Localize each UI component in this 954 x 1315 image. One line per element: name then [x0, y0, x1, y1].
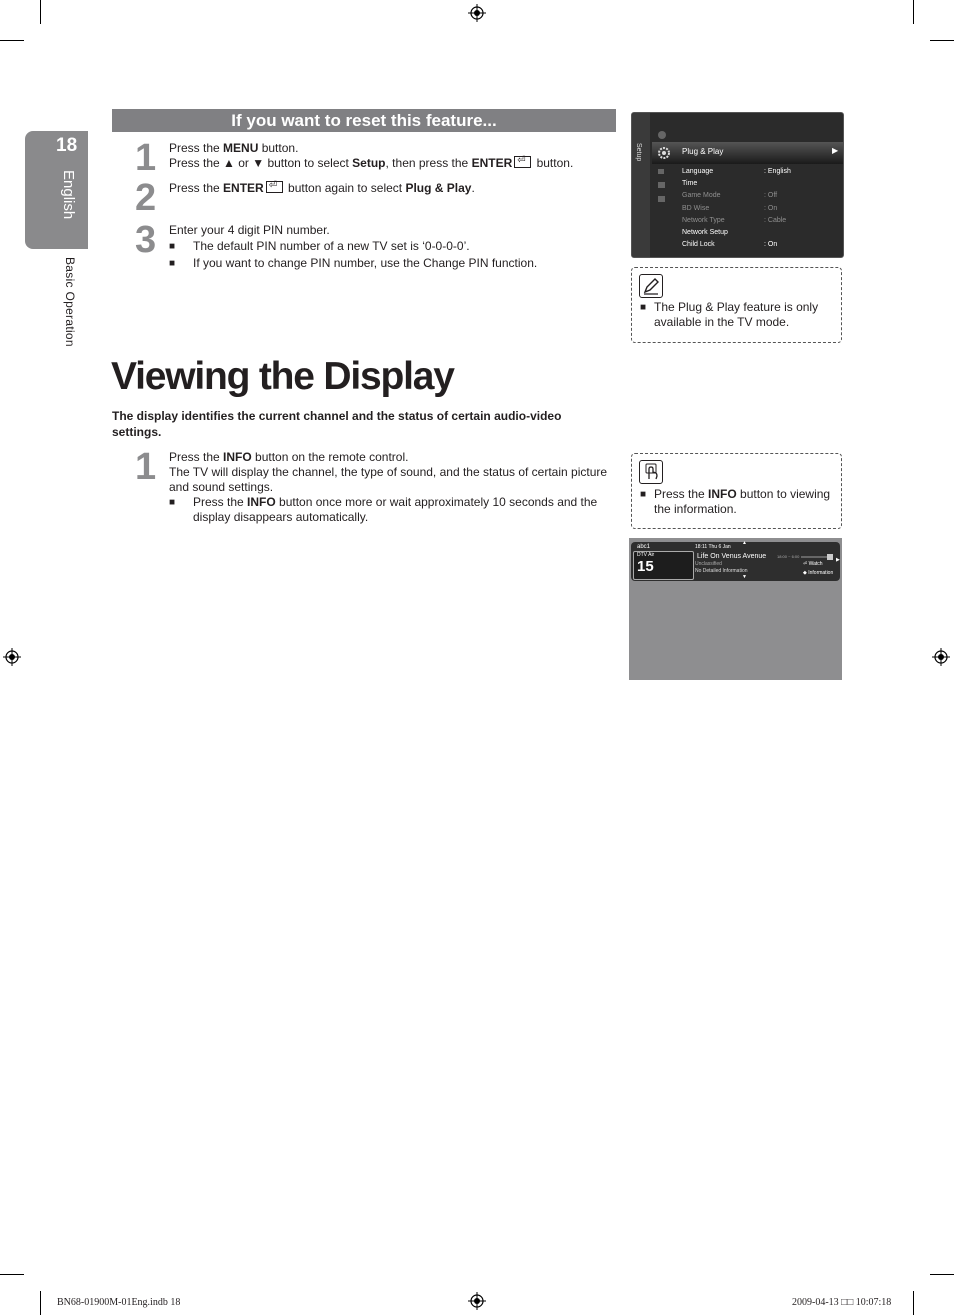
osd-row-label: Game Mode: [682, 192, 721, 199]
gear-icon: [656, 145, 672, 161]
remote-hand-icon: [639, 460, 663, 484]
setup-menu-screenshot: [631, 112, 844, 258]
page-title: Viewing the Display: [111, 355, 454, 398]
registration-mark-icon: [3, 648, 21, 666]
bullet-item: ■ The default PIN number of a new TV set is ‘0-0-0-0’.: [169, 239, 609, 254]
crop-mark: [930, 40, 954, 41]
info-display-screenshot: [629, 538, 842, 680]
registration-mark-icon: [932, 648, 950, 666]
osd-menu-icon: [658, 182, 665, 188]
osd-arrow-right-icon: ▶: [832, 146, 839, 155]
intro-text: The display identifies the current channel and the status of certain audio-video settings.: [112, 409, 562, 439]
display-step-1: Press the INFO button on the remote control. The TV will display the channel, the type of sound, and the status of certain picture and sound settings. ■ Press the INFO button once more or wait approximately 10 seconds and the display disappears automatically.: [169, 450, 617, 525]
osd-menu-icon: [658, 131, 666, 139]
program-detail: No Detailed Information: [695, 568, 748, 574]
time-range: 18:00 ~ 6:00: [777, 554, 800, 559]
arrow-up-icon: ▲: [742, 540, 747, 546]
footer-date: 2009-04-13 □□ 10:07:18: [792, 1297, 892, 1308]
date-time: 18:11 Thu 6 Jan: [695, 544, 731, 550]
step-number: 1: [135, 446, 156, 488]
page-number: 18: [56, 135, 78, 156]
step-number: 2: [135, 177, 156, 219]
reset-step-2: Press the ENTER⏎ button again to select Plug & Play.: [169, 181, 609, 196]
crop-mark: [40, 0, 41, 24]
reset-step-1: Press the MENU button. Press the ▲ or ▼ button to select Setup, then press the ENTER⏎ button.: [169, 141, 609, 171]
crop-mark: [0, 1274, 24, 1275]
osd-menu-icon: [658, 196, 665, 202]
arrow-down-icon: ▼: [742, 574, 747, 580]
program-title: Life On Venus Avenue: [697, 553, 767, 560]
osd-row-value: : Cable: [764, 217, 787, 224]
arrow-right-icon: ▶: [836, 557, 840, 563]
registration-mark-icon: [468, 1292, 486, 1310]
watch-label: ⏎ Watch: [803, 561, 823, 567]
osd-row-value: : Off: [764, 192, 778, 199]
osd-row-label: Language: [682, 168, 714, 175]
crop-mark: [0, 40, 24, 41]
reset-step-3: Enter your 4 digit PIN number. ■ The default PIN number of a new TV set is ‘0-0-0-0’. ■ If you want to change PIN number, use the Change PIN function.: [169, 223, 609, 271]
information-label: ◆ Information: [803, 570, 834, 576]
enter-icon: [514, 156, 531, 168]
osd-menu-icon: [658, 169, 664, 174]
osd-highlight-label: Plug & Play: [682, 147, 724, 156]
note-pencil-icon: [639, 274, 663, 298]
language-tab: English: [60, 170, 77, 220]
registration-mark-icon: [468, 4, 486, 22]
channel-source: DTV Air: [637, 552, 655, 558]
osd-row-label: Child Lock: [682, 241, 715, 248]
crop-mark: [913, 0, 914, 24]
osd-side-label: Setup: [635, 143, 642, 162]
osd-row-label: Time: [682, 180, 698, 187]
note-text: ■ Press the INFO button to viewing the information.: [640, 487, 834, 517]
crop-mark: [40, 1291, 41, 1315]
crop-mark: [913, 1291, 914, 1315]
progress-marker: [827, 554, 833, 560]
osd-row-label: Network Type: [682, 217, 725, 224]
note-box: [631, 453, 842, 529]
footer-file: BN68-01900M-01Eng.indb 18: [57, 1297, 181, 1308]
osd-highlight-bar: [652, 142, 843, 164]
osd-row-value: : On: [764, 205, 778, 212]
channel-name: abc1: [637, 544, 651, 550]
osd-sidebar: [632, 113, 650, 257]
osd-row-label: Network Setup: [682, 229, 728, 236]
step-number: 3: [135, 219, 156, 261]
note-text: ■ The Plug & Play feature is only available in the TV mode.: [640, 300, 834, 330]
channel-number: 15: [637, 558, 654, 575]
note-box: [631, 267, 842, 343]
crop-mark: [930, 1274, 954, 1275]
program-category: Unclassified: [695, 561, 722, 567]
reset-heading: If you want to reset this feature...: [112, 109, 616, 132]
bullet-item: ■ If you want to change PIN number, use the Change PIN function.: [169, 256, 609, 271]
enter-icon: [266, 181, 283, 193]
osd-row-value: : On: [764, 241, 778, 248]
progress-bar: [801, 556, 829, 558]
step-number: 1: [135, 137, 156, 179]
osd-row-label: BD Wise: [682, 205, 710, 212]
osd-row-value: : English: [764, 168, 791, 175]
section-label: Basic Operation: [63, 257, 77, 347]
